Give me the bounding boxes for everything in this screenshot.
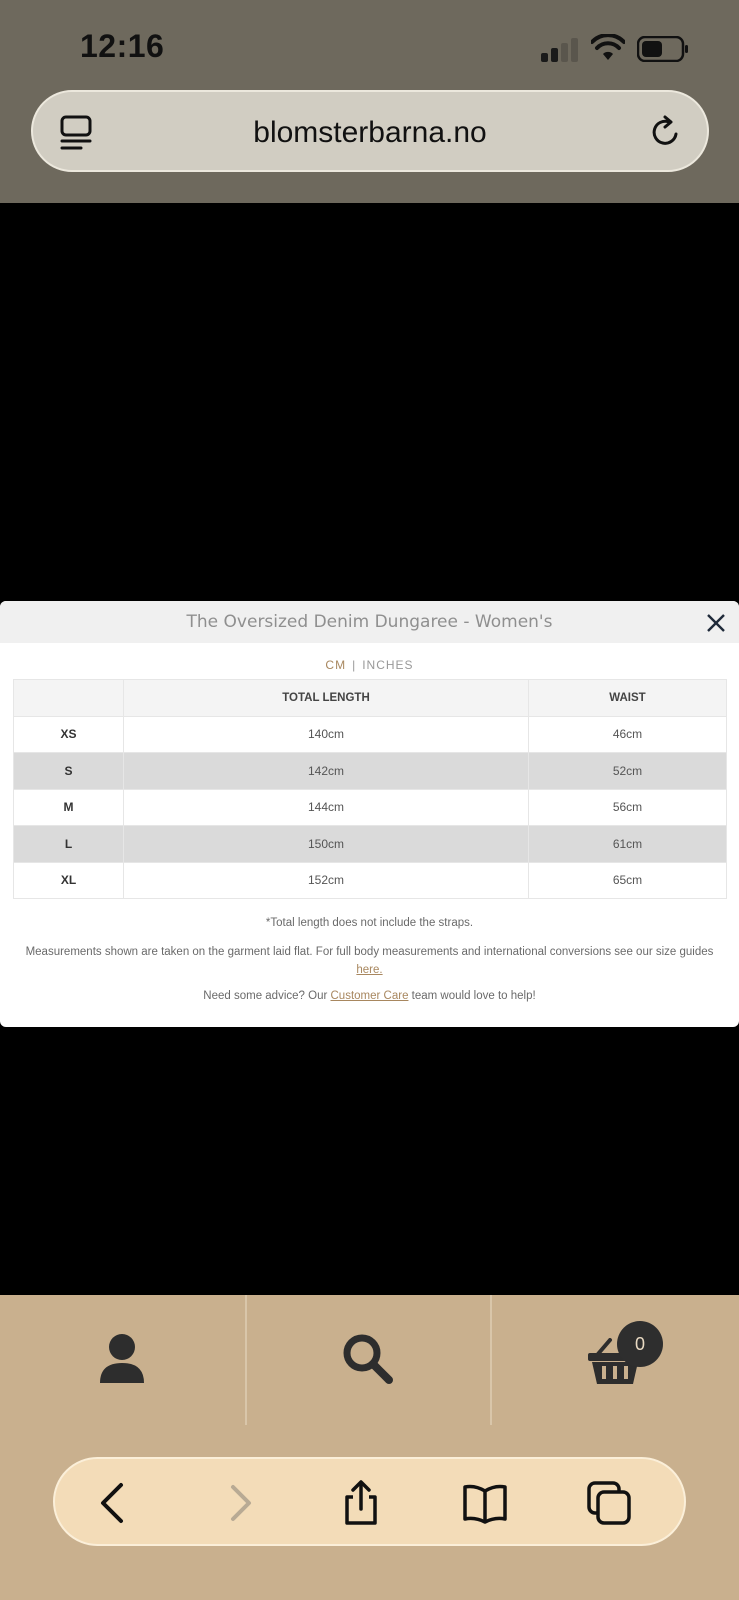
table-row (14, 862, 727, 899)
unit-separator: | (352, 658, 357, 672)
share-icon[interactable] (337, 1479, 385, 1527)
tabs-icon[interactable] (585, 1479, 633, 1527)
size-cell: L (14, 826, 124, 863)
length-cell: 140cm (124, 716, 529, 753)
battery-icon (637, 36, 689, 62)
table-header-row (14, 680, 727, 717)
customer-care-link[interactable]: Customer Care (330, 990, 409, 1002)
back-icon[interactable] (91, 1479, 139, 1527)
size-cell: XS (14, 716, 124, 753)
size-cell: S (14, 753, 124, 790)
waist-cell: 61cm (529, 826, 727, 863)
advice-prefix: Need some advice? Our (203, 990, 328, 1002)
table-row (14, 789, 727, 826)
measurement-note-text: Measurements shown are taken on the garment laid flat. For full body measurements and international conversions see our size guides (25, 946, 714, 958)
bookmarks-icon[interactable] (461, 1479, 509, 1527)
unit-cm-option[interactable]: CM (325, 658, 347, 672)
size-guides-link[interactable]: here. (356, 964, 383, 976)
straps-note: *Total length does not include the straps. (265, 917, 474, 929)
search-icon[interactable] (342, 1333, 394, 1385)
wifi-icon (591, 34, 625, 62)
unit-inches-option[interactable]: INCHES (362, 658, 414, 672)
table-row (14, 826, 727, 863)
nav-divider (245, 1295, 247, 1425)
cart-count-badge[interactable]: 0 (617, 1321, 663, 1367)
size-cell: M (14, 789, 124, 826)
unit-toggle (0, 658, 739, 672)
waist-cell: 46cm (529, 716, 727, 753)
length-cell: 142cm (124, 753, 529, 790)
size-table (13, 679, 727, 899)
advice-suffix: team would love to help! (411, 990, 536, 1002)
header-total-length: TOTAL LENGTH (124, 680, 529, 717)
waist-cell: 65cm (529, 862, 727, 899)
url-text[interactable]: blomsterbarna.no (253, 116, 487, 149)
safari-toolbar (53, 1457, 686, 1546)
advice-note (20, 987, 719, 1005)
reload-icon[interactable] (649, 114, 683, 150)
length-cell: 150cm (124, 826, 529, 863)
size-guide-modal (0, 601, 739, 1027)
table-row (14, 716, 727, 753)
header-size (14, 680, 124, 717)
modal-header (0, 601, 739, 643)
length-cell: 152cm (124, 862, 529, 899)
close-icon[interactable] (705, 612, 727, 634)
cellular-signal-icon (541, 38, 579, 62)
user-icon[interactable] (98, 1333, 146, 1385)
waist-cell: 56cm (529, 789, 727, 826)
length-cell: 144cm (124, 789, 529, 826)
status-time: 12:16 (80, 28, 165, 64)
forward-icon (215, 1479, 263, 1527)
address-bar[interactable] (31, 90, 709, 172)
measurement-note (20, 943, 719, 979)
nav-divider (490, 1295, 492, 1425)
waist-cell: 52cm (529, 753, 727, 790)
browser-top-chrome (0, 0, 739, 203)
header-waist: WAIST (529, 680, 727, 717)
table-row (14, 753, 727, 790)
modal-title: The Oversized Denim Dungaree - Women's (186, 612, 553, 632)
size-cell: XL (14, 862, 124, 899)
